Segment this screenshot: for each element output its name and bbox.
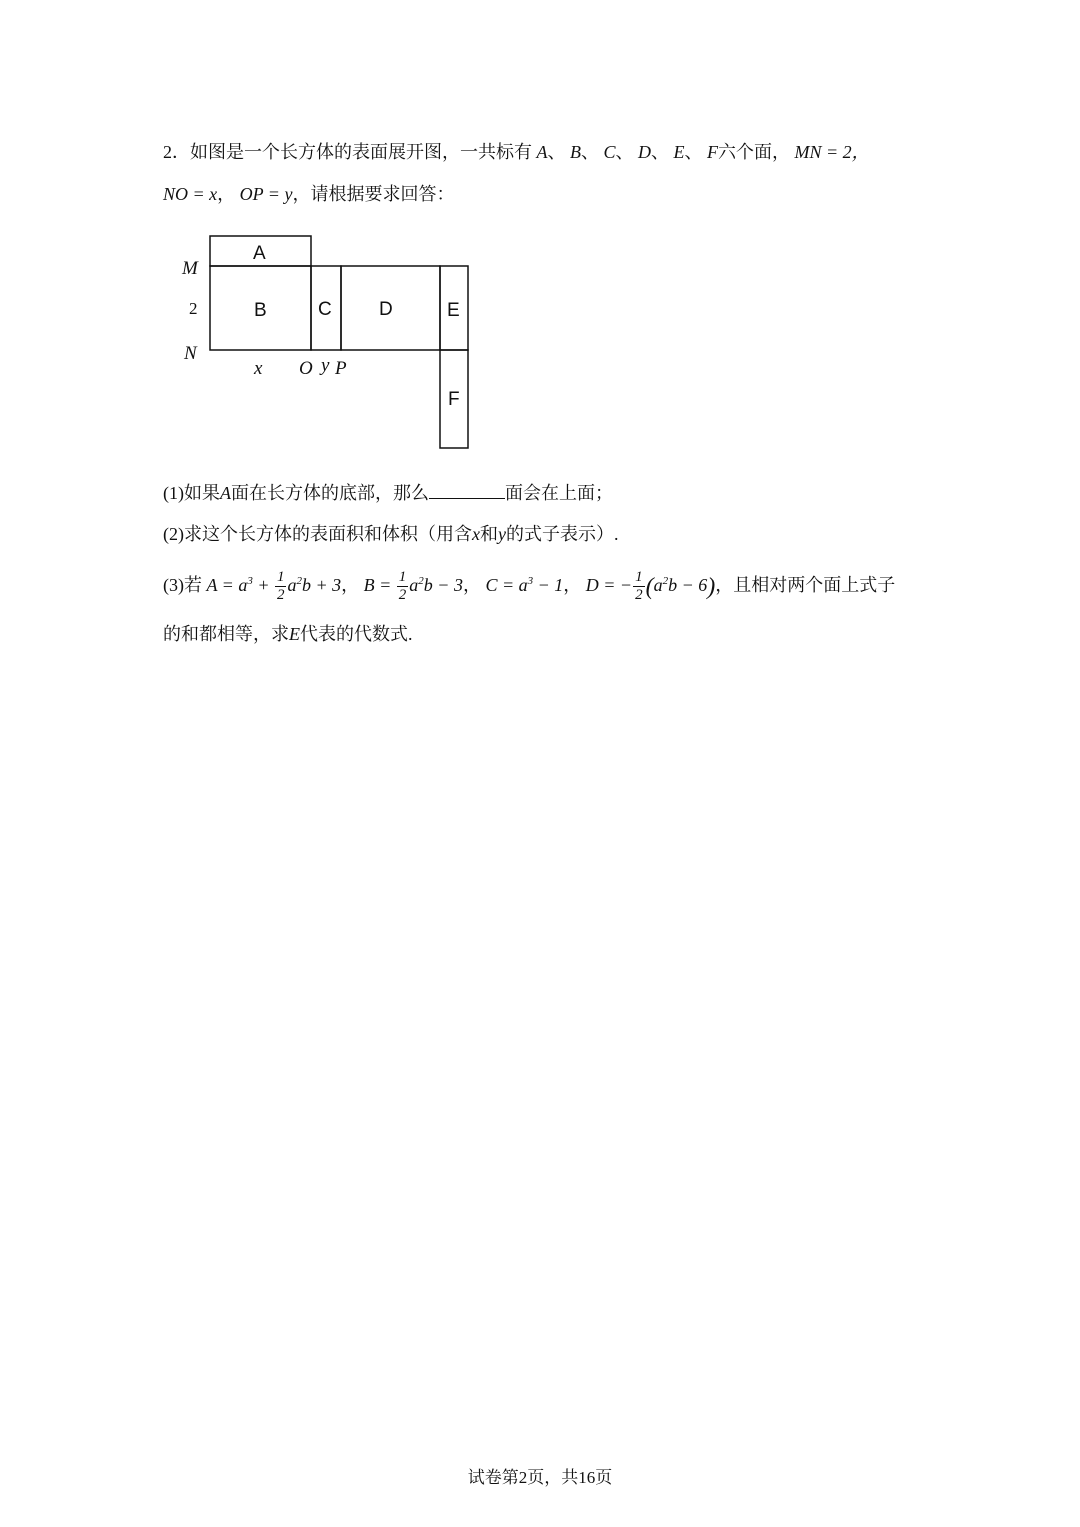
part-1 [163, 482, 613, 502]
face-label-b: B [570, 142, 581, 162]
separator: 、 [651, 142, 670, 162]
part-3-line2-suffix: 代表的代数式. [300, 624, 413, 644]
part-2 [163, 525, 619, 543]
answer-blank[interactable] [429, 482, 505, 499]
part-3-mid: ，且相对两个面上式子 [715, 575, 896, 595]
x-length-label: x [254, 358, 263, 379]
point-m-label: M [182, 258, 198, 279]
face-label-f: F [707, 142, 719, 162]
face-label-e: E [673, 142, 685, 162]
question-stem-line-2: NO = x， OP = y，请根据要求回答： [163, 184, 455, 204]
separator: 、 [684, 142, 703, 162]
expr-a: $A = a^3$ + $\frac{1}{2}$ $a^2b + 3$ [206, 569, 342, 604]
part-3-line-1: (3)若 $A = a^3$ + $\frac{1}{2}$ $a^2b + 3$， B = $\frac{1}{2}$ $a^2b - 3$， $C = a^3 - 1$， D = − $\frac{1}{2}$ $(a^2b - 6)$，且相对两个面上式子 [163, 569, 896, 604]
cuboid-net-diagram [170, 225, 480, 460]
expr-d: D = − $\frac{1}{2}$ $(a^2b - 6)$ [585, 569, 716, 604]
y-length-label: y [321, 355, 330, 376]
part-3-line-2 [163, 625, 413, 643]
part-2-y: y [498, 524, 506, 544]
part-1-suffix: 面会在上面； [505, 483, 613, 503]
mn-length-label: 2 [189, 299, 198, 318]
question-number: 2． [163, 142, 190, 162]
expr-b: B = $\frac{1}{2}$ $a^2b - 3$ [363, 569, 463, 604]
part-2-x: x [472, 524, 480, 544]
separator: 、 [581, 142, 599, 162]
stem-text-1: 如图是一个长方体的表面展开图，一共标有 [190, 142, 532, 162]
face-b-label: B [254, 300, 267, 321]
mn-equation: MN = 2， [794, 142, 870, 162]
part-1-mid: 面在长方体的底部，那么 [231, 483, 429, 503]
separator: 、 [615, 142, 634, 162]
face-label-d: D [638, 142, 652, 162]
face-f-label: F [448, 389, 460, 410]
point-o-label: O [299, 358, 313, 379]
op-equation: OP = y [239, 184, 293, 204]
face-e-label: E [447, 300, 460, 321]
expr-c: $C = a^3 - 1$ [485, 575, 564, 595]
part-2-prefix: (2)求这个长方体的表面积和体积（用含 [163, 524, 472, 544]
part-1-prefix: (1)如果 [163, 483, 220, 503]
face-a-label: A [253, 243, 266, 264]
point-n-label: N [184, 343, 197, 364]
face-label-a: A [536, 142, 548, 162]
question-stem-line-1 [163, 143, 870, 161]
face-d-label: D [379, 299, 393, 320]
part-3-line2-prefix: 的和都相等，求 [163, 624, 289, 644]
part-3-prefix: (3)若 [163, 575, 202, 595]
no-equation: NO = x [163, 184, 218, 204]
stem-text-2: 六个面， [718, 142, 791, 162]
part-1-face: A [220, 483, 231, 503]
face-c-label: C [318, 299, 332, 320]
part-2-and: 和 [480, 524, 498, 544]
part-2-suffix: 的式子表示）. [506, 524, 619, 544]
stem-text-3: ，请根据要求回答： [292, 184, 455, 204]
separator: 、 [547, 142, 566, 162]
page-footer: 试卷第2页，共16页 [467, 1468, 613, 1487]
part-3-e: E [289, 624, 300, 644]
point-p-label: P [335, 358, 347, 379]
face-label-c: C [603, 142, 616, 162]
